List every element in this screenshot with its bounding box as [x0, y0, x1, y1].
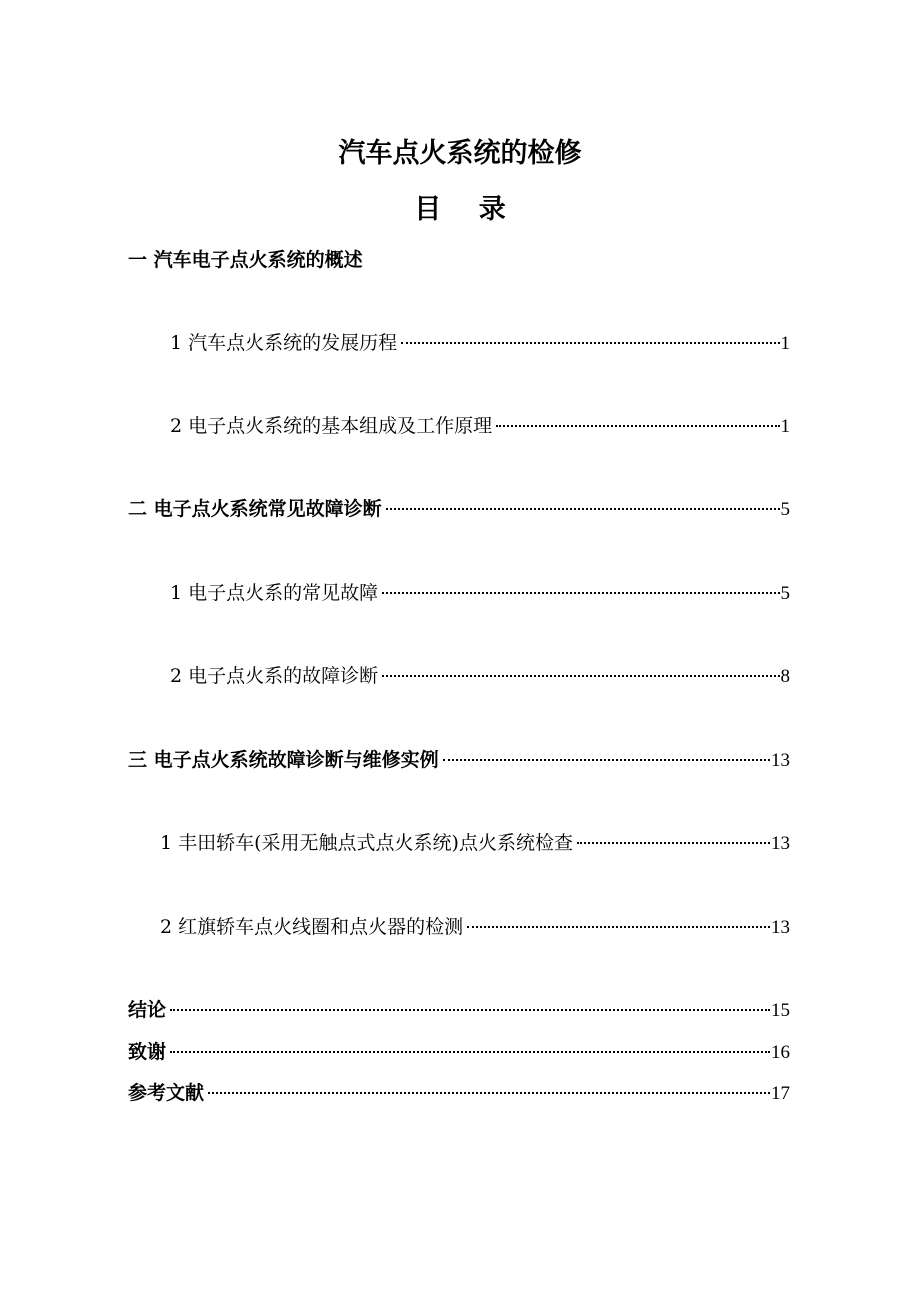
toc-entry-text: 一 汽车电子点火系统的概述	[128, 249, 363, 271]
toc-entry-text: 致谢	[128, 1041, 167, 1063]
toc-entry-section-3[interactable]	[128, 747, 790, 774]
toc-page-number: 15	[771, 1000, 790, 1021]
toc-entry-section-3-1[interactable]	[160, 830, 790, 857]
dot-leader	[496, 425, 779, 427]
toc-entry-references[interactable]	[128, 1080, 790, 1107]
dot-leader	[170, 1009, 770, 1011]
dot-leader	[170, 1051, 770, 1053]
toc-page-number: 5	[780, 499, 790, 520]
toc-entry-section-1-2[interactable]	[170, 413, 790, 440]
toc-entry-section-3-2[interactable]	[160, 914, 790, 941]
toc-page-number: 1	[780, 416, 790, 437]
toc-page-number: 1	[780, 333, 790, 354]
dot-leader	[577, 842, 770, 844]
toc-entry-section-1-1[interactable]	[170, 330, 790, 357]
dot-leader	[467, 926, 770, 928]
toc-entry-acknowledgements[interactable]	[128, 1039, 790, 1066]
toc-entry-section-2-1[interactable]	[170, 580, 790, 607]
toc-entry-text: 1 丰田轿车(采用无触点式点火系统)点火系统检查	[160, 832, 573, 854]
toc-heading: 目 录	[414, 194, 506, 225]
toc-entry-text: 2 红旗轿车点火线圈和点火器的检测	[160, 916, 464, 938]
dot-leader	[443, 759, 770, 761]
toc-entry-section-2-2[interactable]	[170, 663, 790, 690]
toc-entry-text: 三 电子点火系统故障诊断与维修实例	[128, 749, 439, 771]
toc-entry-text: 2 电子点火系的故障诊断	[170, 665, 379, 687]
document-title: 汽车点火系统的检修	[338, 138, 582, 169]
toc-entry-section-1[interactable]	[128, 247, 363, 273]
toc-entry-text: 参考文献	[128, 1082, 205, 1104]
dot-leader	[208, 1092, 770, 1094]
dot-leader	[382, 675, 779, 677]
toc-entry-conclusion[interactable]	[128, 997, 790, 1024]
toc-page-number: 13	[771, 750, 790, 771]
toc-entry-text: 1 电子点火系的常见故障	[170, 582, 379, 604]
toc-page-number: 8	[780, 666, 790, 687]
toc-page-number: 16	[771, 1042, 790, 1063]
toc-entry-text: 1 汽车点火系统的发展历程	[170, 332, 398, 354]
toc-page-number: 13	[771, 917, 790, 938]
toc-entry-text: 结论	[128, 999, 167, 1021]
toc-page-number: 5	[780, 583, 790, 604]
dot-leader	[401, 342, 779, 344]
dot-leader	[382, 592, 779, 594]
toc-entry-text: 2 电子点火系统的基本组成及工作原理	[170, 415, 493, 437]
toc-entry-section-2[interactable]	[128, 496, 790, 523]
dot-leader	[386, 508, 780, 510]
toc-page-number: 13	[771, 833, 790, 854]
toc-entry-text: 二 电子点火系统常见故障诊断	[128, 498, 382, 520]
toc-page-number: 17	[771, 1083, 790, 1104]
